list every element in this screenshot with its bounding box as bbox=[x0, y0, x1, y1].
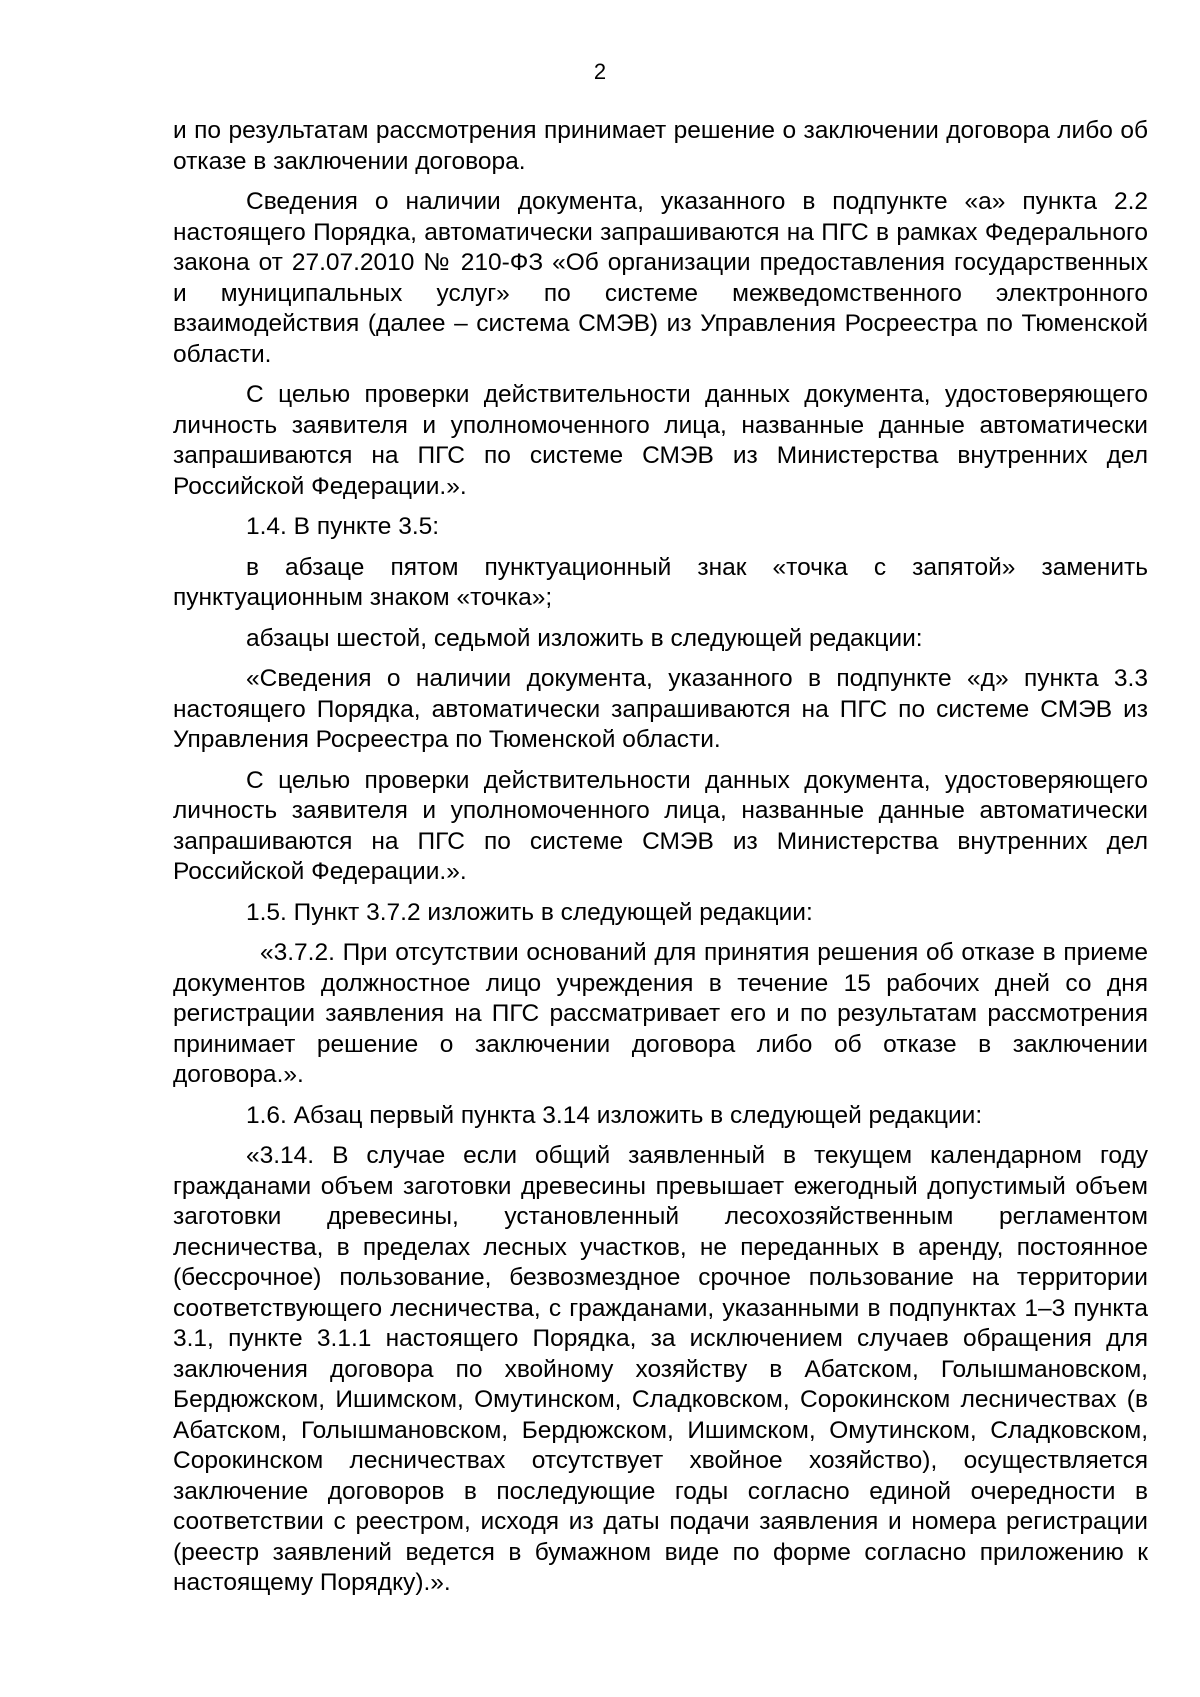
paragraph-punctuation-change: в абзаце пятом пунктуационный знак «точка с запятой» заменить пунктуационным знаком «точка»; bbox=[173, 553, 1148, 611]
paragraph-item-3-14: «3.14. В случае если общий заявленный в текущем календарном году гражданами объем заготовки древесины превышает ежегодный допустимый объем заготовки древесины, установленный лесохозяйственным регламентом лесничества, в пределах лесных участков, не переданных в аренду, постоянное (бессрочное) пользование, безвозмездное срочное пользование на территории соответствующего лесничества, с гражданами, указанными в подпунктах 1–3 пункта 3.1, пункте 3.1.1 настоящего Порядка, за исключением случаев обращения для заключения договора по хвойному хозяйству в Абатском, Голышмановском, Бердюжском, Ишимском, Омутинском, Сладковском, Сорокинском лесничествах (в Абатском, Голышмановском, Бердюжском, Ишимском, Омутинском, Сладковском, Сорокинском лесничествах отсутствует хвойное хозяйство), осуществляется заключение договоров в последующие годы согласно единой очередности в соответствии с реестром, исходя из даты подачи заявления и номера регистрации (реестр заявлений ведется в бумажном виде по форме согласно приложению к настоящему Порядку).». bbox=[173, 1142, 1148, 1596]
paragraph-identity-check-2: С целью проверки действительности данных документа, удостоверяющего личность заявителя и уполномоченного лица, названные данные автоматически запрашиваются на ПГС по системе СМЭВ из Министерства внутренних дел Российской Федерации.». bbox=[173, 766, 1148, 885]
paragraph-continuation: и по результатам рассмотрения принимает решение о заключении договора либо об отказе в заключении договора. bbox=[173, 117, 1148, 175]
document-body bbox=[173, 116, 1148, 1609]
paragraph-pgs-info: Сведения о наличии документа, указанного в подпункте «а» пункта 2.2 настоящего Порядка, автоматически запрашиваются на ПГС в рамках Федерального закона от 27.07.2010 № 210-ФЗ «Об организации предоставления государственных и муниципальных услуг» по системе межведомственного электронного взаимодействия (далее – система СМЭВ) из Управления Росреестра по Тюменской области. bbox=[173, 188, 1148, 368]
paragraph-item-1-4: 1.4. В пункте 3.5: bbox=[246, 513, 440, 540]
paragraph-document-info: «Сведения о наличии документа, указанного в подпункте «д» пункта 3.3 настоящего Порядка, автоматически запрашиваются на ПГС по системе СМЭВ из Управления Росреестра по Тюменской области. bbox=[173, 665, 1148, 753]
paragraph-item-1-5: 1.5. Пункт 3.7.2 изложить в следующей редакции: bbox=[246, 898, 813, 926]
paragraph-new-edition: абзацы шестой, седьмой изложить в следующей редакции: bbox=[246, 624, 923, 652]
paragraph-item-3-7-2: «3.7.2. При отсутствии оснований для принятия решения об отказе в приеме документов должностное лицо учреждения в течение 15 рабочих дней со дня регистрации заявления на ПГС рассматривает его и по результатам рассмотрения принимает решение о заключении договора либо об отказе в заключении договора.». bbox=[173, 939, 1148, 1088]
page-number: 2 bbox=[593, 59, 607, 84]
paragraph-item-1-6: 1.6. Абзац первый пункта 3.14 изложить в следующей редакции: bbox=[246, 1101, 983, 1129]
paragraph-identity-check: С целью проверки действительности данных документа, удостоверяющего личность заявителя и уполномоченного лица, названные данные автоматически запрашиваются на ПГС по системе СМЭВ из Министерства внутренних дел Российской Федерации.». bbox=[173, 381, 1148, 500]
